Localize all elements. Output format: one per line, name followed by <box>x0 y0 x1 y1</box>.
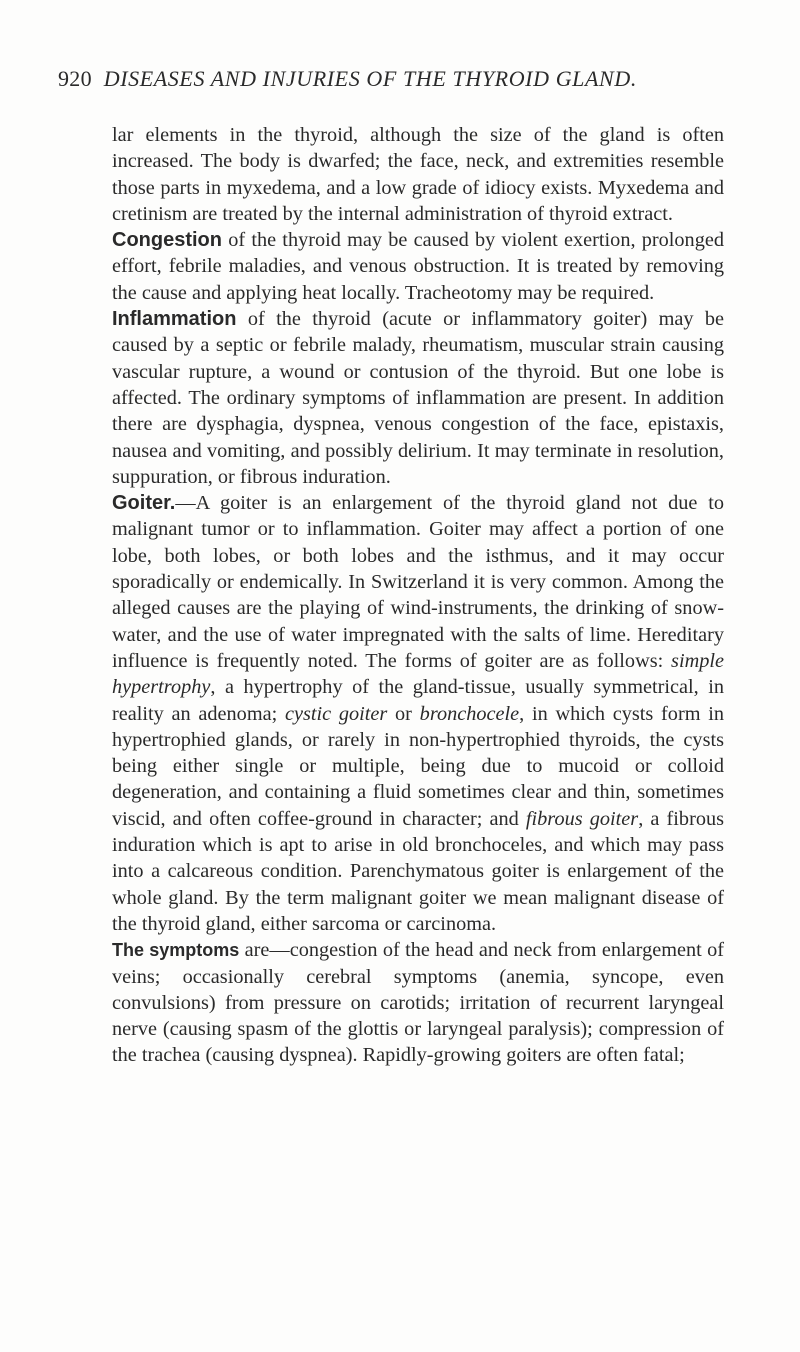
body-text <box>112 122 724 1069</box>
fibrous-goiter-term: fibrous goiter <box>525 807 639 830</box>
paragraph-congestion <box>112 227 724 306</box>
goiter-text-5: , a fibrous induration which is apt to arise in old bronchoceles, and which may pass into a calcareous condition. Parenchymatous goiter is enlargement of the whole gland. By the term malignant goiter we mean malignant disease of the thyroid gland, either sarcoma or carcinoma. <box>112 807 724 935</box>
paragraph-symptoms <box>112 937 724 1068</box>
simple-hypertrophy-term: simple hypertrophy <box>112 649 724 699</box>
paragraph-inflammation <box>112 306 724 490</box>
goiter-text-2: , a hypertrophy of the gland-tissue, usually symmetrical, in reality an adenoma; <box>112 676 724 725</box>
paragraph-cretinism <box>112 122 724 227</box>
goiter-heading: Goiter. <box>112 492 176 515</box>
running-head <box>58 66 758 92</box>
bronchocele-term: bronchocele <box>419 702 520 725</box>
goiter-text-3: or <box>387 702 420 725</box>
goiter-text-1: —A goiter is an enlargement of the thyroid gland not due to malignant tumor or to inflammation. Goiter may affect a portion of one lobe, both lobes, or both lobes and the isthmus, and it may occur sporadically or endemically. In Switzerland it is very common. Among the alleged causes are the playing of wind-instruments, the drinking of snow-water, and the use of water impregnated with the salts of lime. Hereditary influence is frequently noted. The forms of goiter are as follows: <box>112 492 724 672</box>
symptoms-heading: The symptoms <box>112 940 240 961</box>
page-number: 920 <box>58 66 92 91</box>
congestion-heading: Congestion <box>112 229 222 252</box>
paragraph-goiter <box>112 490 724 937</box>
cystic-goiter-term: cystic goiter <box>284 702 388 725</box>
congestion-text: of the thyroid may be caused by violent exertion, prolonged effort, febrile maladies, and venous obstruction. It is treated by removing the cause and applying heat locally. Tracheotomy may be required. <box>112 229 724 304</box>
inflammation-text: of the thyroid (acute or inflammatory goiter) may be caused by a septic or febrile malady, rheumatism, muscular strain causing vascular rupture, a wound or contusion of the thyroid. But one lobe is affected. The ordinary symptoms of inflammation are present. In addition there are dysphagia, dyspnea, venous congestion of the face, epistaxis, nausea and vomiting, and possibly delirium. It may terminate in resolution, suppuration, or fibrous induration. <box>112 308 724 488</box>
symptoms-text: are—congestion of the head and neck from enlargement of veins; occasionally cerebral symptoms (anemia, syncope, even convulsions) from pressure on carotids; irritation of recurrent laryngeal nerve (causing spasm of the glottis or laryngeal paralysis); compression of the trachea (causing dyspnea). Rapidly-growing goiters are often fatal; <box>112 939 725 1067</box>
inflammation-heading: Inflammation <box>112 308 237 331</box>
goiter-text-4: , in which cysts form in hypertrophied glands, or rarely in non-hypertrophied thyroids, the cysts being either single or multiple, being due to mucoid or colloid degeneration, and containing a fluid sometimes clear and thin, sometimes viscid, and often coffee-ground in character; and <box>112 702 724 830</box>
paragraph-cretinism-text: lar elements in the thyroid, although the size of the gland is often increased. The body is dwarfed; the face, neck, and extremities resemble those parts in myxedema, and a low grade of idiocy exists. Myxedema and cretinism are treated by the internal administration of thyroid extract. <box>112 124 724 225</box>
chapter-title: DISEASES AND INJURIES OF THE THYROID GLAND. <box>103 66 637 91</box>
